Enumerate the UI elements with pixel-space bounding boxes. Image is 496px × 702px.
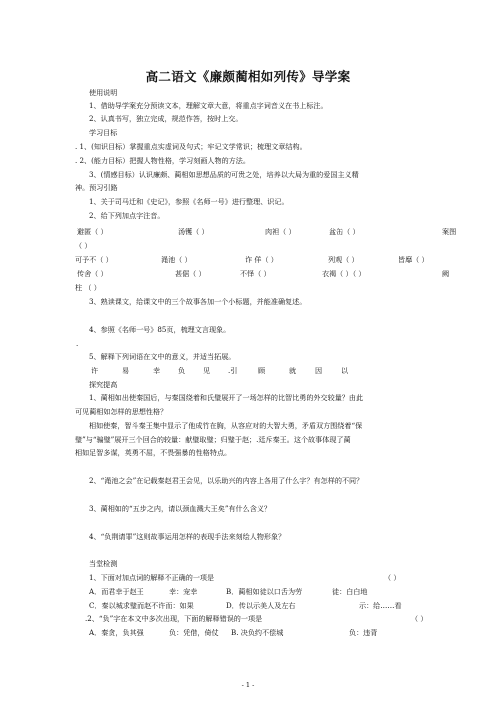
text-fragment: 探究提高	[89, 380, 118, 389]
text-fragment: 渑池（ ）	[161, 255, 192, 264]
text-fragment: 诈 佯（ ）	[245, 255, 278, 264]
page-title: 高二语文《廉颇蔺相如列传》导学案	[145, 69, 351, 84]
text-fragment: 避匿（ ）	[77, 227, 108, 236]
text-fragment: C．秦以城求璧而赵不许而：如果	[89, 601, 194, 610]
text-fragment: 3、蔺相如的“五步之内，请以颈血溅大王矣”有什么含义？	[89, 504, 272, 513]
text-fragment: 见	[203, 366, 211, 375]
text-fragment: A．秦贪，负其强	[89, 628, 144, 637]
text-fragment: 列观（ ）	[328, 255, 359, 264]
text-fragment: （ ）	[384, 573, 401, 582]
text-fragment: 2、认真书写，独立完成，规范作答，按时上交。	[89, 114, 243, 123]
text-fragment: 以	[341, 366, 349, 375]
text-fragment: 柱 （ ）	[75, 283, 101, 292]
text-fragment: 相如使秦，智斗秦王集中显示了他成竹在胸，从容应对的大智大勇，矛盾双方围绕着“保	[89, 421, 363, 430]
text-fragment: 甚倨（ ）	[175, 269, 206, 278]
text-fragment: 幸	[153, 366, 161, 375]
text-fragment: 因	[315, 366, 323, 375]
text-fragment: 4、“负荆请罪”这则故事运用怎样的表现手法来刻绘人物形象？	[89, 532, 286, 541]
text-fragment: 阙	[442, 269, 450, 278]
text-fragment: 当堂检测	[89, 559, 118, 568]
text-fragment: 1、蔺相如出使秦国后，与秦国绕着和氏璧展开了一场怎样的比智比勇的外交较量？由此	[89, 393, 364, 402]
text-fragment: .	[76, 339, 79, 348]
page-number: - 1 -	[241, 681, 255, 689]
text-fragment: 易	[122, 366, 130, 375]
text-fragment: 3、(情感目标）认识廉颇、蔺相如思想品质的可贵之处，培养以大局为重的爱国主义精	[89, 170, 359, 179]
text-fragment: （ ）	[75, 241, 92, 250]
text-fragment: 就	[289, 366, 297, 375]
text-fragment: 璧”与“骗璧”展开三个回合的较量：献璧取璧；归璧于赵；.廷斥秦王。这个故事体现了蔺	[75, 435, 351, 444]
text-fragment: 徒：白白地	[332, 587, 368, 596]
text-fragment: 案图	[442, 227, 457, 236]
text-fragment: （ ）	[411, 614, 428, 623]
text-fragment: 顾	[258, 366, 266, 375]
text-fragment: 负	[178, 366, 186, 375]
text-fragment: 示：给……看	[359, 601, 402, 610]
text-fragment: 1、下面对加点词的解释不正确的一项是	[89, 573, 215, 582]
text-fragment: 皆靡（ ）	[398, 255, 429, 264]
text-fragment: 3、熟读课文，给课文中的三个故事各加一个小标题，并能准确复述。	[89, 297, 307, 306]
text-fragment: 汤镬（ ）	[178, 227, 209, 236]
text-fragment: D．传以示美人及左右	[226, 601, 296, 610]
text-fragment: 神。预习引路	[75, 183, 118, 192]
text-fragment: A．而君幸于赵王	[89, 587, 144, 596]
text-fragment: 5、解释下列词语在文中的意义，并适当拓展。	[89, 352, 236, 361]
text-fragment: 幸：宠幸	[169, 587, 198, 596]
text-fragment: 许	[91, 366, 99, 375]
text-fragment: . 2、(能力目标）把握人物性格，学习刻画人物的方法。	[75, 156, 250, 165]
text-fragment: 相如足智多谋，英勇不屈，不畏强暴的性格特点。	[75, 448, 232, 457]
text-fragment: 2、“渑池之会”在记载秦赵君王会见，以乐助兴的内容上各用了什么字？有怎样的不同？	[89, 476, 364, 485]
text-fragment: 负：凭借，倚仗	[169, 628, 219, 637]
text-fragment: 2、给下列加点字注音。	[89, 211, 165, 220]
text-fragment: 可见蔺相如怎样的思想性格？	[75, 407, 168, 416]
text-fragment: 不怿（ ）	[240, 269, 271, 278]
text-fragment: .2、“负”字在本文中多次出现，下面的解释错误的一项是	[85, 614, 263, 623]
text-fragment: 肉袒（ ）	[265, 227, 296, 236]
text-fragment: 1、关于司马迁和《史记》，参照《名师一号》进行整理、识记。	[89, 197, 289, 206]
text-fragment: 负：违背	[349, 628, 378, 637]
text-fragment: 可予不（ ）	[75, 255, 113, 264]
text-fragment: 衣褐（ ）（ ）	[322, 269, 366, 278]
text-fragment: 使用说明	[89, 88, 118, 97]
text-fragment: B. 决负约不偿城	[231, 628, 284, 637]
text-fragment: . 1、(知识目标）掌握重点实虚词及句式；牢记文学常识；梳理文章结构。	[75, 142, 307, 151]
text-fragment: 1、借助导学案充分预读文本，理解文章大意，将重点字词音义在书上标注。	[89, 101, 328, 110]
text-fragment: 4、参照《名师一号》85页，梳理文言现象。	[89, 325, 231, 334]
text-fragment: 盆缶（ ）	[329, 227, 360, 236]
text-fragment: .引	[228, 366, 238, 375]
text-fragment: 学习目标	[89, 128, 118, 137]
text-fragment: 传舍（ ）	[77, 269, 108, 278]
text-fragment: B．蔺相如徒以口舌为劳	[226, 587, 303, 596]
